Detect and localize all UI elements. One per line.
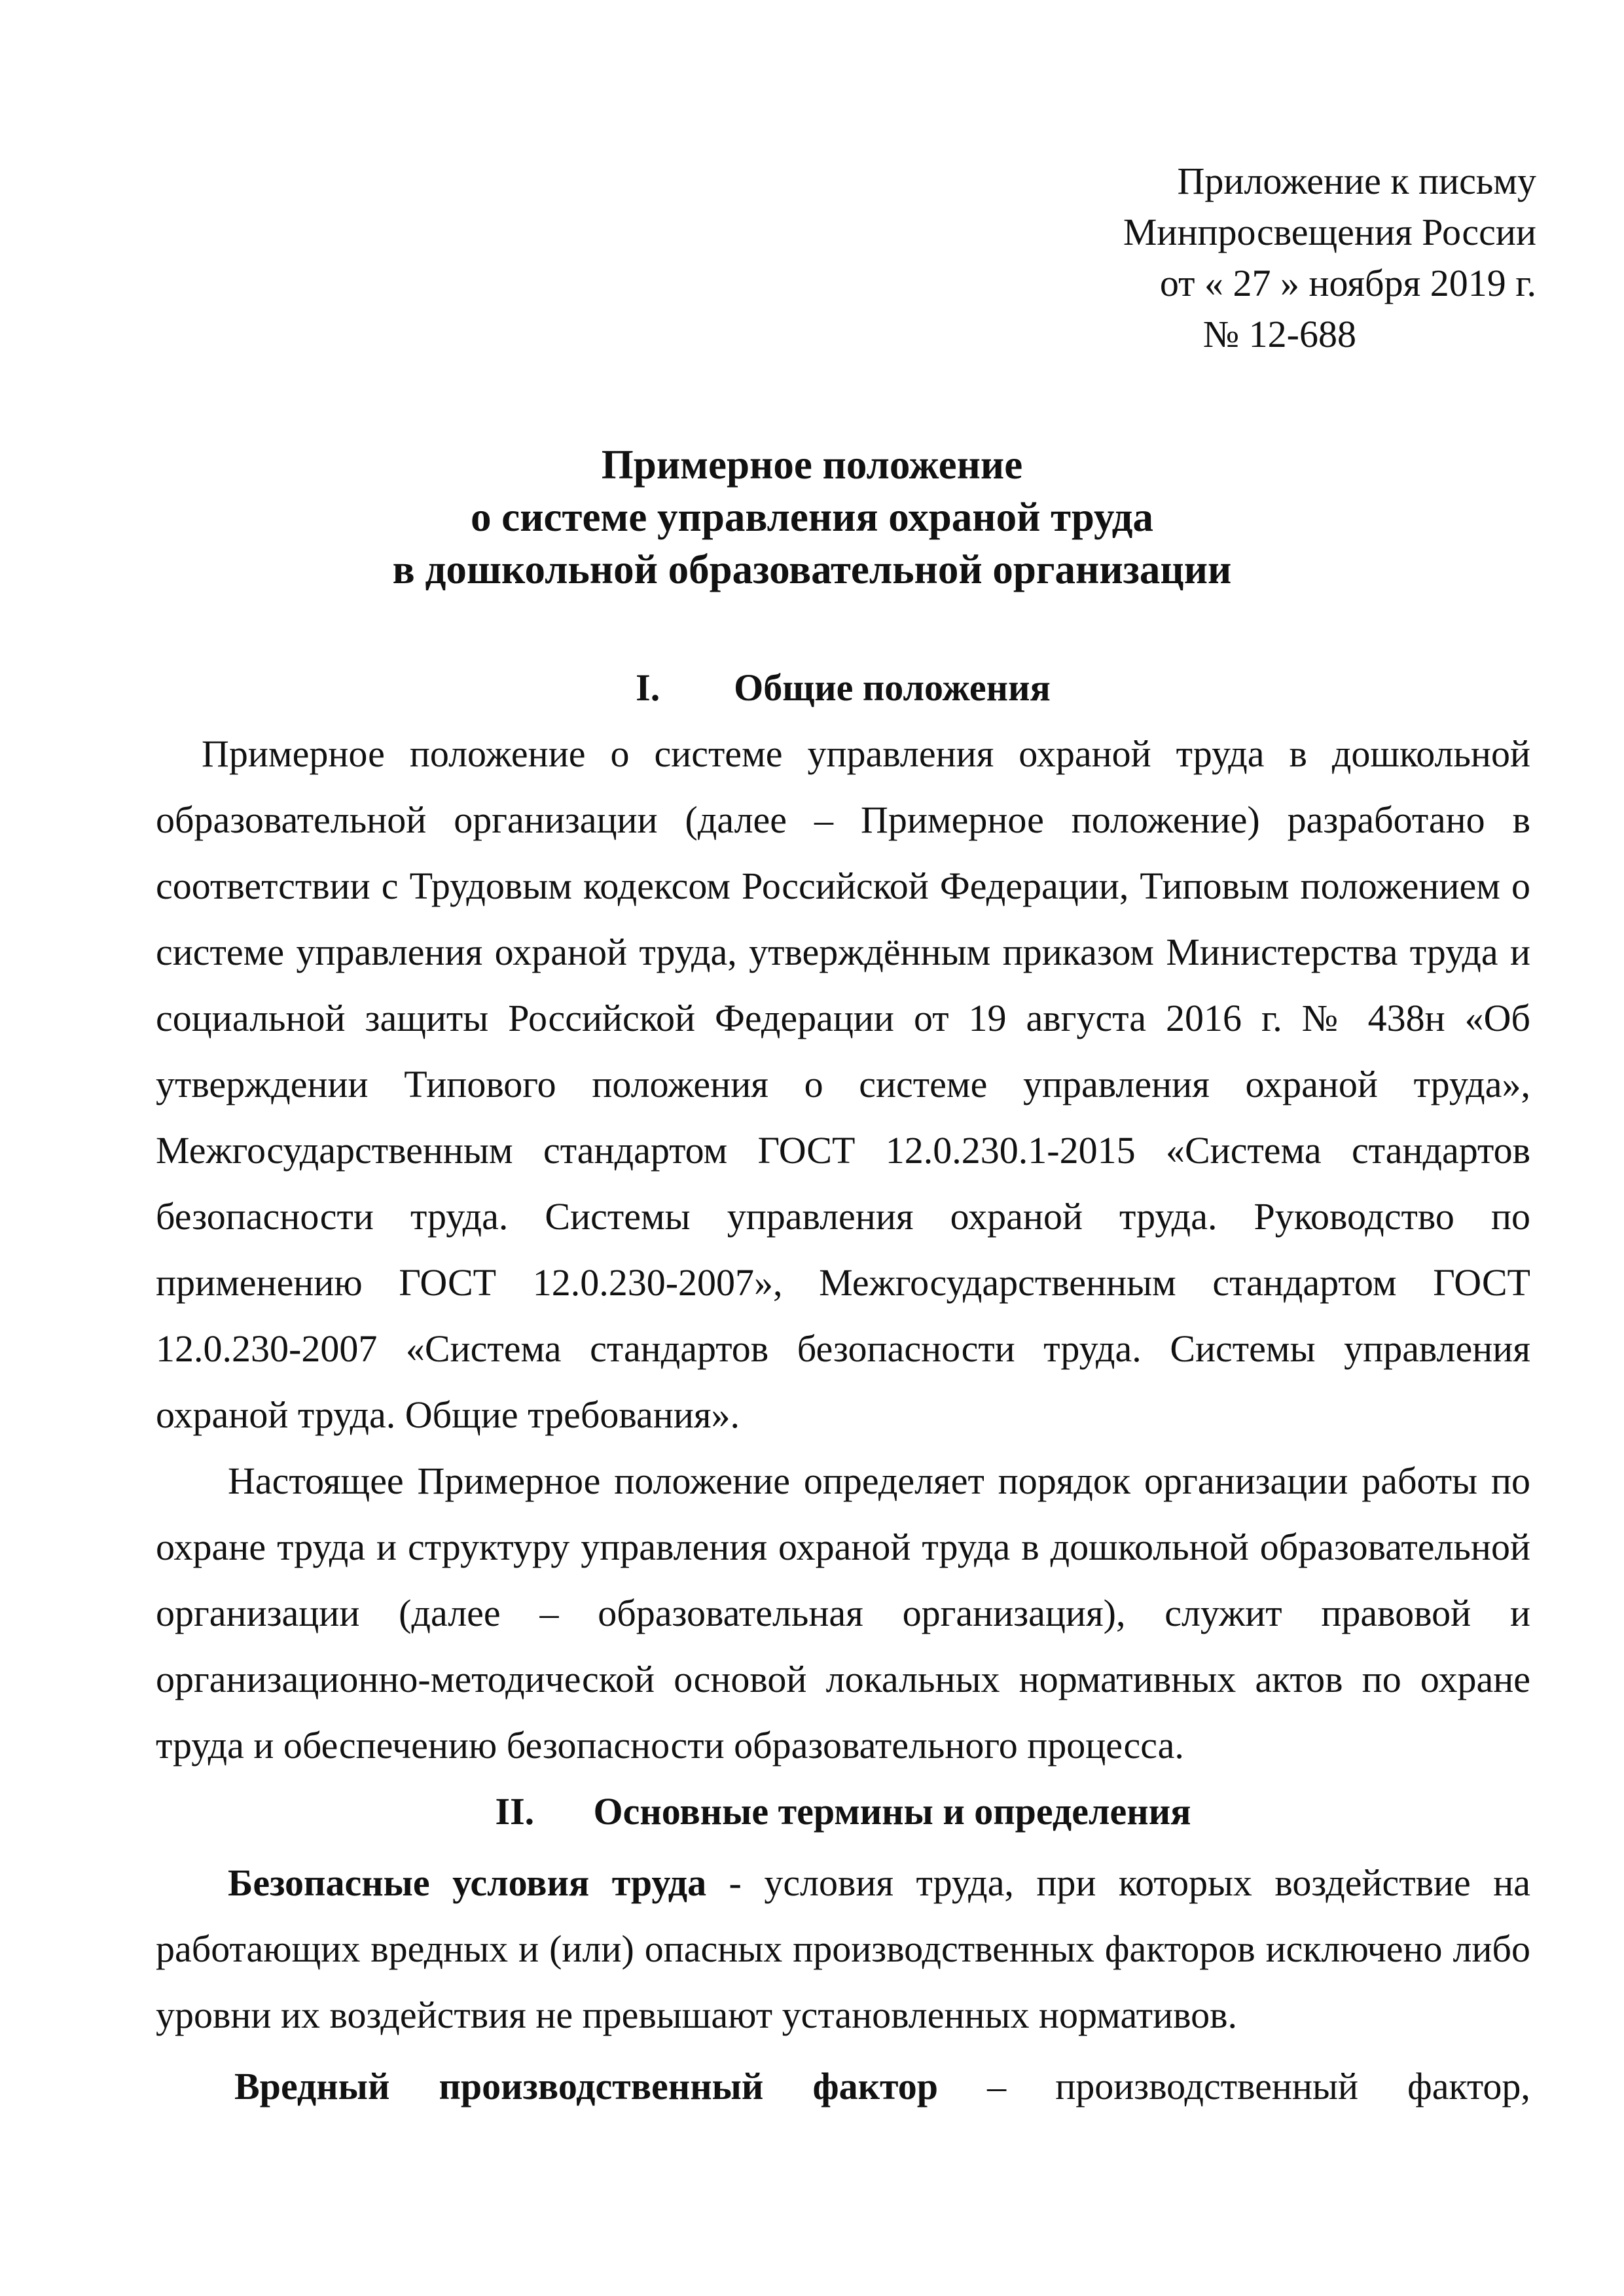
paragraph-1: Примерное положение о системе управления охраной труда в дошкольной образовательной организации (далее – Примерное положение) разработано в соответствии с Трудовым кодексом Российской Федерации, Типовым положением о системе управления охраной труда, утверждённым приказом Министерства труда и социальной защиты Российской Федерации от 19 августа 2016 г. № 438н «Об утверждении Типового положения о системе управления охраной труда», Межгосударственным стандартом ГОСТ 12.0.230.1-2015 «Система стандартов безопасности труда. Системы управления охраной труда. Руководство по применению ГОСТ 12.0.230-2007», Межгосударственным стандартом ГОСТ 12.0.230-2007 «Система стандартов безопасности труда. Системы управления охраной труда. Общие требования». bbox=[156, 732, 1530, 1436]
section-2-title: Основные термины и определения bbox=[593, 1790, 1191, 1833]
title-line-2: о системе управления охраной труда bbox=[471, 494, 1153, 540]
term-word-2: производственный bbox=[439, 2065, 764, 2108]
appendix-line-3: от « 27 » ноября 2019 г. bbox=[1159, 262, 1536, 304]
document-body bbox=[156, 655, 1530, 2119]
term-word-1: Вредный bbox=[234, 2065, 390, 2108]
definition-word-2: фактор, bbox=[1407, 2065, 1530, 2108]
title-line-3: в дошкольной образовательной организации bbox=[392, 547, 1232, 592]
appendix-line-2: Минпросвещения России bbox=[1123, 211, 1536, 253]
definition-safe-conditions bbox=[156, 1850, 1530, 2048]
term-safe-conditions: Безопасные условия труда bbox=[228, 1861, 707, 1904]
appendix-number: № 12-688 bbox=[1202, 313, 1356, 355]
section-2-number: II. bbox=[495, 1790, 535, 1833]
definition-safe-conditions-text: - условия труда, при которых воздействие на работающих вредных и (или) опасных производственных факторов исключено либо уровни их воздействия не превышают установленных нормативов. bbox=[156, 1861, 1530, 2036]
title-line-1: Примерное положение bbox=[601, 442, 1023, 488]
section-2-heading bbox=[156, 1778, 1530, 1844]
section-1-number: I. bbox=[636, 666, 660, 709]
section-1-heading bbox=[156, 655, 1530, 721]
appendix-line-1: Приложение к письму bbox=[1177, 160, 1536, 202]
definition-harmful-factor bbox=[156, 2053, 1530, 2119]
appendix-stamp bbox=[1078, 156, 1536, 360]
document-title bbox=[0, 439, 1624, 596]
term-dash: – bbox=[987, 2065, 1007, 2108]
paragraph-2: Настоящее Примерное положение определяет порядок организации работы по охране труда и структуру управления охраной труда в дошкольной образовательной организации (далее – образовательная организация), служит правовой и организационно-методической основой локальных нормативных актов по охране труда и обеспечению безопасности образовательного процесса. bbox=[156, 1460, 1530, 1767]
term-word-3: фактор bbox=[812, 2065, 938, 2108]
definition-word-1: производственный bbox=[1055, 2065, 1358, 2108]
section-1-title: Общие положения bbox=[734, 666, 1051, 709]
